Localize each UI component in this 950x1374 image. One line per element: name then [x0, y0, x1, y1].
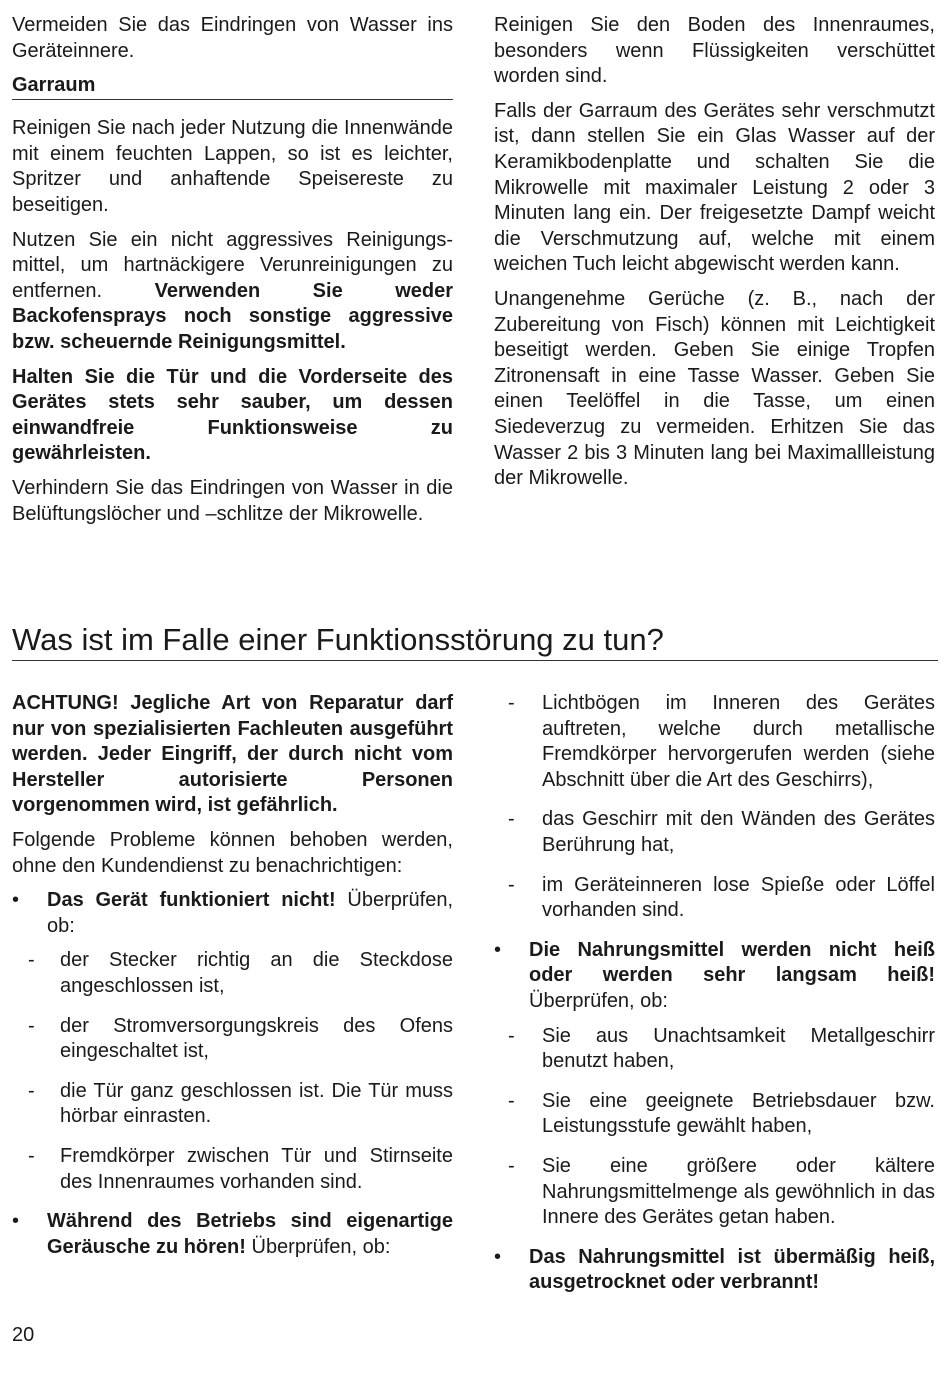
dash-mark: - — [508, 1154, 515, 1177]
paragraph-water-warning: Vermeiden Sie das Eindringen von Wasser ins Geräteinnere. — [12, 14, 453, 62]
bullet-mark: • — [494, 1245, 502, 1268]
dash-mark: - — [28, 949, 35, 972]
dash-item — [12, 1014, 453, 1065]
dash-item — [494, 1089, 935, 1140]
bullet-not-hot-title: Die Nahrungsmittel werden nicht heiß oder werden sehr langsam heiß! — [529, 938, 935, 987]
bullet-noises-title: Während des Betriebs sind eigenartige Geräusche zu hören! — [47, 1210, 453, 1258]
bullet-noises-check: Überprüfen, ob: — [245, 1235, 391, 1258]
paragraph-floor-clean: Reinigen Sie den Boden des Innenraumes, besonders wenn Flüssigkeiten verschüttet worden sind. — [494, 14, 935, 88]
paragraph-door-clean: Halten Sie die Tür und die Vorderseite des Gerätes stets sehr sauber, um dessen einwandfreie Funktionsweise zu gewährleisten. — [12, 365, 453, 465]
bullet-not-working-title: Das Gerät funktioniert nicht! — [47, 889, 336, 912]
dash-item — [494, 1154, 935, 1231]
dash-mark: - — [28, 1014, 35, 1037]
page-number: 20 — [12, 1324, 35, 1346]
dash-mark: - — [508, 1089, 515, 1112]
cleaning-agent-warning: Verwenden Sie weder Backofensprays noch sonstige aggressive bzw. scheuernde Reinigungsmittel. — [12, 279, 454, 353]
bullet-mark: • — [12, 1210, 20, 1233]
paragraph-achtung: ACHTUNG! Jegliche Art von Reparatur darf nur von spezialisierten Fachleuten ausgeführt werden. Jeder Eingriff, der durch nicht vom Hersteller autorisierte Personen vorgenommen wird, ist gefährlich. — [12, 692, 453, 817]
dash-item-text: das Geschirr mit den Wänden des Gerätes Berührung hat, — [542, 808, 935, 856]
bullet-noises — [12, 1209, 453, 1260]
subheading-garraum: Garraum — [12, 73, 453, 100]
paragraph-ventilation: Verhindern Sie das Eindringen von Wasser in die Belüftungslöcher und –schlitze der Mikrowelle. — [12, 476, 453, 525]
bullet-overheated — [494, 1245, 935, 1296]
dash-mark: - — [28, 1079, 35, 1102]
dash-item-text: Sie aus Unachtsamkeit Metallgeschirr benutzt haben, — [542, 1024, 935, 1073]
dash-item-text: im Geräteinneren lose Spieße oder Löffel vorhanden sind. — [542, 873, 935, 922]
dash-item-text: Fremdkörper zwischen Tür und Stirnseite des Innenraumes vorhanden sind. — [60, 1144, 453, 1193]
dash-item-text: Sie eine größere oder kältere Nahrungsmittelmenge als gewöhnlich in das Innere des Gerätes getan haben. — [542, 1154, 935, 1229]
dash-mark: - — [508, 808, 515, 831]
cleaning-agent-text: Nutzen Sie ein nicht aggressives Reinigungsmittel, um hartnäckigere Verunreinigungen zu entfernen. — [12, 228, 453, 302]
dash-item — [494, 873, 935, 924]
dash-item-text: die Tür ganz geschlossen ist. Die Tür muss hörbar einrasten. — [60, 1079, 453, 1128]
paragraph-cleaning-agent — [12, 228, 453, 356]
bullet-not-working — [12, 888, 453, 939]
dash-item — [12, 948, 453, 999]
paragraph-steam-clean: Falls der Garraum des Gerätes sehr verschmutzt ist, dann stellen Sie ein Glas Wasser auf der Keramikbodenplatte und schalten Sie die Mikrowelle mit maximaler Leistung 2 oder 3 Minuten lang ein. Der freigesetzte Dampf weicht die Verschmutzung auf, welche mit einem weichen Tuch leicht abgewischt werden kann. — [494, 99, 935, 276]
bullet-not-hot — [494, 938, 935, 1015]
lower-right-column — [494, 691, 935, 1305]
dash-item-text: der Stecker richtig an die Steckdose angeschlossen ist, — [60, 949, 453, 997]
bullet-mark: • — [494, 938, 502, 961]
dash-mark: - — [508, 873, 515, 896]
section-heading: Was ist im Falle einer Funktionsstörung zu tun? — [12, 620, 938, 661]
dash-item — [494, 1024, 935, 1075]
upper-right-column — [494, 13, 935, 501]
dash-item-text: Sie eine geeignete Betriebsdauer bzw. Leistungsstufe gewählt haben, — [542, 1089, 935, 1138]
paragraph-wipe-walls: Reinigen Sie nach jeder Nutzung die Innenwände mit einem feuchten Lappen, so ist es leichter, Spritzer und anhaftende Speisereste zu beseitigen. — [12, 117, 453, 216]
dash-item — [494, 807, 935, 858]
dash-mark: - — [508, 1024, 515, 1047]
bullet-overheated-title: Das Nahrungsmittel ist übermäßig heiß, ausgetrocknet oder verbrannt! — [529, 1245, 935, 1294]
dash-item — [12, 1144, 453, 1195]
bullet-not-working-check: Überprüfen, ob: — [47, 889, 454, 937]
bullet-mark: • — [12, 889, 20, 912]
paragraph-odors: Unangenehme Gerüche (z. B., nach der Zubereitung von Fisch) können mit Leichtigkeit beseitigt werden. Geben Sie einige Tropfen Zitronensaft in eine Tasse Wasser. Geben Sie einen Teelöffel in die Tasse, um einen Siedeverzug zu vermeiden. Erhitzen Sie das Wasser 2 bis 3 Minuten lang bei Maximallleistung der Mikrowelle. — [494, 287, 935, 490]
dash-item-text: Lichtbögen im Inneren des Gerätes auftreten, welche durch metallische Fremdkörper hervorgerufen werden (siehe Abschnitt über die Art des Geschirrs), — [542, 692, 935, 791]
lower-left-column — [12, 691, 453, 1269]
dash-mark: - — [508, 692, 515, 714]
bullet-not-hot-check: Überprüfen, ob: — [529, 989, 668, 1012]
dash-item — [494, 691, 935, 793]
paragraph-intro: Folgende Probleme können behoben werden, ohne den Kundendienst zu benachrichtigen: — [12, 828, 453, 877]
dash-mark: - — [28, 1144, 35, 1167]
upper-left-column — [12, 13, 453, 536]
dash-item — [12, 1079, 453, 1130]
dash-item-text: der Stromversorgungskreis des Ofens eingeschaltet ist, — [60, 1014, 453, 1063]
